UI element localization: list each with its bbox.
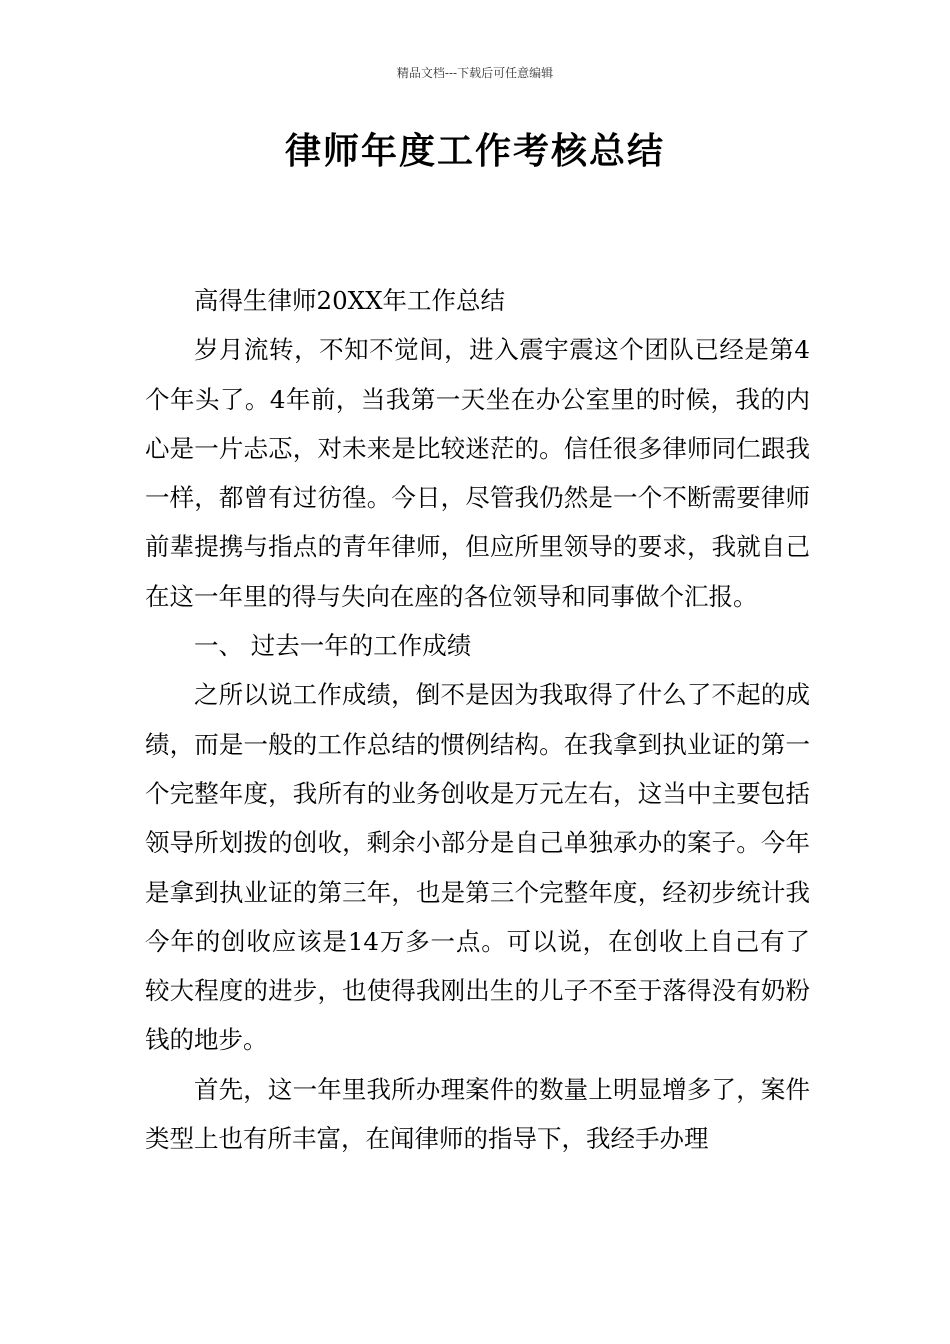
document-body	[145, 276, 810, 1163]
paragraph-achievements: 之所以说工作成绩，倒不是因为我取得了什么了不起的成绩，而是一般的工作总结的惯例结构。在我拿到执业证的第一个完整年度，我所有的业务创收是万元左右，这当中主要包括领导所划拨的创收，剩余小部分是自己单独承办的案子。今年是拿到执业证的第三年，也是第三个完整年度，经初步统计我今年的创收应该是14万多一点。可以说，在创收上自己有了较大程度的进步，也使得我刚出生的儿子不至于落得没有奶粉钱的地步。	[145, 680, 810, 1055]
paragraph-first: 首先，这一年里我所办理案件的数量上明显增多了，案件类型上也有所丰富，在闻律师的指导下，我经手办理	[145, 1074, 810, 1154]
header-note: 精品文档---下载后可任意编辑	[396, 66, 554, 80]
section-heading: 一、 过去一年的工作成绩	[194, 631, 472, 661]
document-title: 律师年度工作考核总结	[284, 130, 665, 172]
paragraph-intro: 岁月流转，不知不觉间，进入震宇震这个团队已经是第4个年头了。4年前，当我第一天坐在办公室里的时候，我的内心是一片忐忑，对未来是比较迷茫的。信任很多律师同仁跟我一样，都曾有过彷徨。今日，尽管我仍然是一个不断需要律师前辈提携与指点的青年律师，但应所里领导的要求，我就自己在这一年里的得与失向在座的各位领导和同事做个汇报。	[145, 335, 810, 611]
paragraph-subtitle: 高得生律师20XX年工作总结	[194, 286, 506, 315]
